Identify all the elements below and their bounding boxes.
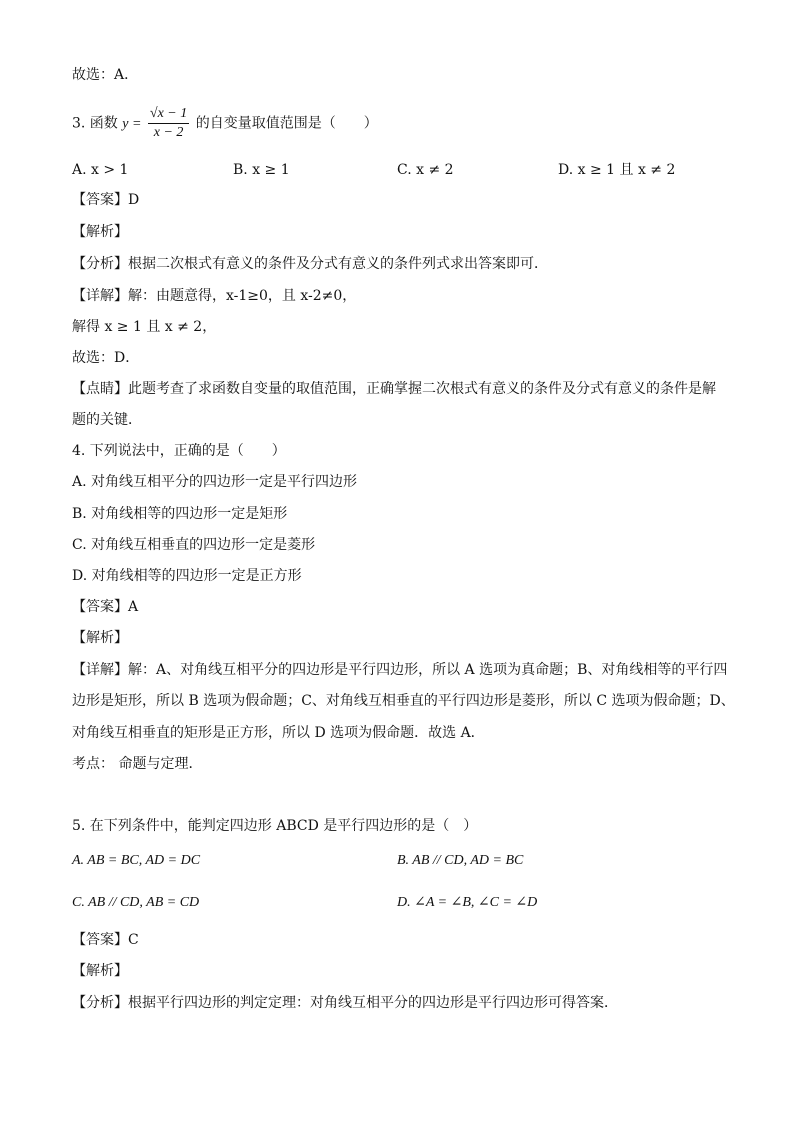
- q3-option-d: D. x ≥ 1 且 x ≠ 2: [558, 162, 676, 178]
- prev-conclusion: 故选：A．: [72, 67, 139, 83]
- q3-denominator: x − 2: [153, 125, 184, 140]
- q3-stem: [72, 105, 378, 142]
- q3-option-b: B. x ≥ 1: [233, 162, 290, 178]
- q4-stem: 4. 下列说法中，正确的是（ ）: [72, 443, 286, 459]
- q4-xiangjie-line1: 【详解】解：A、对角线互相平分的四边形是平行四边形，所以 A 选项为真命题；B、对角线相等的平行四: [72, 662, 728, 678]
- q4-option-d: D. 对角线相等的四边形一定是正方形: [72, 568, 302, 584]
- q3-analysis-heading: 【解析】: [72, 224, 128, 240]
- q5-fenxi: 【分析】根据平行四边形的判定定理：对角线互相平分的四边形是平行四边形可得答案．: [72, 995, 618, 1011]
- q4-option-c: C. 对角线互相垂直的四边形一定是菱形: [72, 537, 316, 553]
- q3-fraction: [148, 105, 189, 142]
- q4-analysis-heading: 【解析】: [72, 630, 128, 646]
- q4-kaodian: 考点： 命题与定理．: [72, 756, 203, 772]
- q5-stem: 5. 在下列条件中，能判定四边形 ABCD 是平行四边形的是（ ）: [72, 818, 478, 834]
- q3-guxuan: 故选：D．: [72, 350, 140, 366]
- q4-option-a: A. 对角线互相平分的四边形一定是平行四边形: [72, 474, 358, 490]
- q3-jiede: 解得 x ≥ 1 且 x ≠ 2，: [72, 319, 217, 335]
- q3-fenxi: 【分析】根据二次根式有意义的条件及分式有意义的条件列式求出答案即可．: [72, 256, 548, 272]
- q3-prefix: 3. 函数: [72, 115, 118, 132]
- q3-dianjing-line1: 【点睛】此题考查了求函数自变量的取值范围，正确掌握二次根式有意义的条件及分式有意义的条件是解: [72, 381, 716, 397]
- q5-option-d: D. ∠A = ∠B, ∠C = ∠D: [397, 895, 538, 910]
- q3-answer: 【答案】D: [72, 192, 140, 208]
- q3-option-a: A. x > 1: [72, 162, 129, 178]
- q5-option-b: B. AB // CD, AD = BC: [397, 853, 524, 868]
- q5-option-c: C. AB // CD, AB = CD: [72, 895, 200, 910]
- q4-option-b: B. 对角线相等的四边形一定是矩形: [72, 506, 288, 522]
- q3-suffix: 的自变量取值范围是（ ）: [195, 115, 378, 132]
- q3-xiangjie: 【详解】解：由题意得，x-1≥0，且 x-2≠0，: [72, 288, 357, 304]
- q4-xiangjie-line3: 对角线互相垂直的矩形是正方形，所以 D 选项为假命题．故选 A．: [72, 725, 485, 741]
- q4-xiangjie-line2: 边形是矩形，所以 B 选项为假命题；C、对角线互相垂直的平行四边形是菱形，所以 C 选项为假命题；D、: [72, 693, 735, 709]
- q3-dianjing-line2: 题的关键．: [72, 412, 142, 428]
- q3-y: y =: [122, 116, 142, 132]
- q4-answer: 【答案】A: [72, 599, 139, 615]
- q5-analysis-heading: 【解析】: [72, 963, 128, 979]
- q5-option-a: A. AB = BC, AD = DC: [72, 853, 201, 868]
- q3-numerator: √x − 1: [148, 105, 189, 124]
- q3-option-c: C. x ≠ 2: [397, 162, 454, 178]
- q5-answer: 【答案】C: [72, 932, 139, 948]
